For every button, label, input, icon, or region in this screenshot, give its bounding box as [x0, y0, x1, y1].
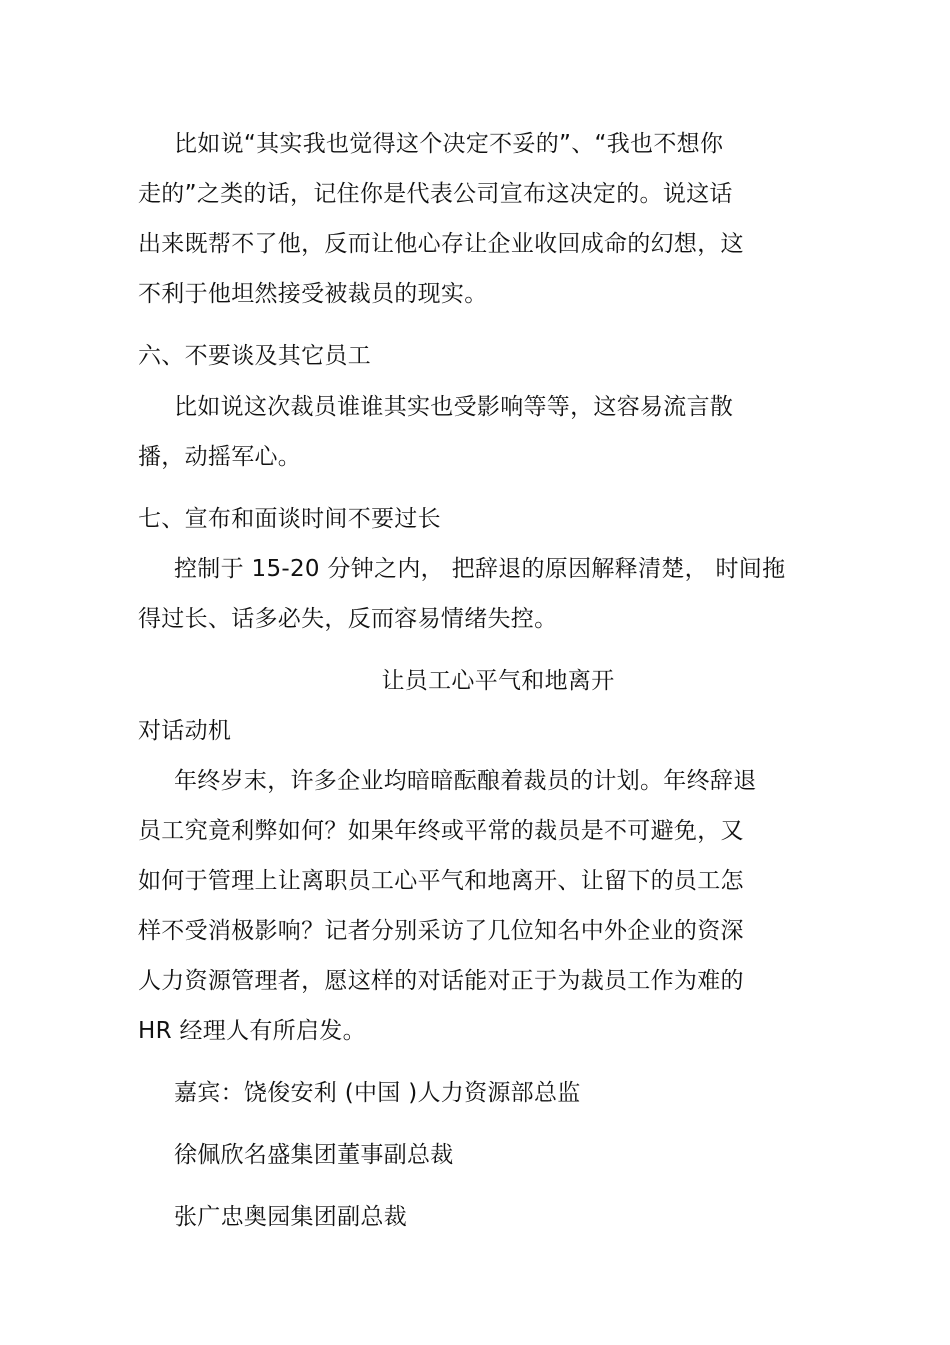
guest-line: 张广忠奥园集团副总裁 [174, 1204, 407, 1230]
section-heading: 对话动机 [138, 718, 232, 744]
paragraph-line: 得过长、话多必失，反而容易情绪失控。 [138, 606, 558, 632]
paragraph-line: HR 经理人有所启发。 [138, 1018, 366, 1044]
section-heading: 六、不要谈及其它员工 [138, 343, 371, 369]
paragraph-line: 控制于 15-20 分钟之内， 把辞退的原因解释清楚， 时间拖 [174, 556, 786, 582]
paragraph-line: 比如说这次裁员谁谁其实也受影响等等，这容易流言散 [174, 394, 734, 420]
paragraph-line: 比如说“其实我也觉得这个决定不妥的”、“我也不想你 [174, 131, 724, 157]
paragraph-line: 员工究竟利弊如何？如果年终或平常的裁员是不可避免，又 [138, 818, 744, 844]
section-heading: 七、宣布和面谈时间不要过长 [138, 506, 441, 532]
guest-line: 徐佩欣名盛集团董事副总裁 [174, 1142, 454, 1168]
paragraph-line: 播，动摇军心。 [138, 444, 302, 470]
paragraph-line: 出来既帮不了他，反而让他心存让企业收回成命的幻想，这 [138, 231, 744, 257]
guest-line: 嘉宾：饶俊安利 (中国 )人力资源部总监 [174, 1080, 581, 1106]
article-title: 让员工心平气和地离开 [381, 668, 615, 694]
paragraph-line: 走的”之类的话，记住你是代表公司宣布这决定的。说这话 [138, 181, 733, 207]
paragraph-line: 不利于他坦然接受被裁员的现实。 [138, 281, 488, 307]
paragraph-line: 人力资源管理者，愿这样的对话能对正于为裁员工作为难的 [138, 968, 744, 994]
paragraph-line: 年终岁末，许多企业均暗暗酝酿着裁员的计划。年终辞退 [174, 768, 757, 794]
paragraph-line: 如何于管理上让离职员工心平气和地离开、让留下的员工怎 [138, 868, 744, 894]
paragraph-line: 样不受消极影响？记者分别采访了几位知名中外企业的资深 [138, 918, 744, 944]
